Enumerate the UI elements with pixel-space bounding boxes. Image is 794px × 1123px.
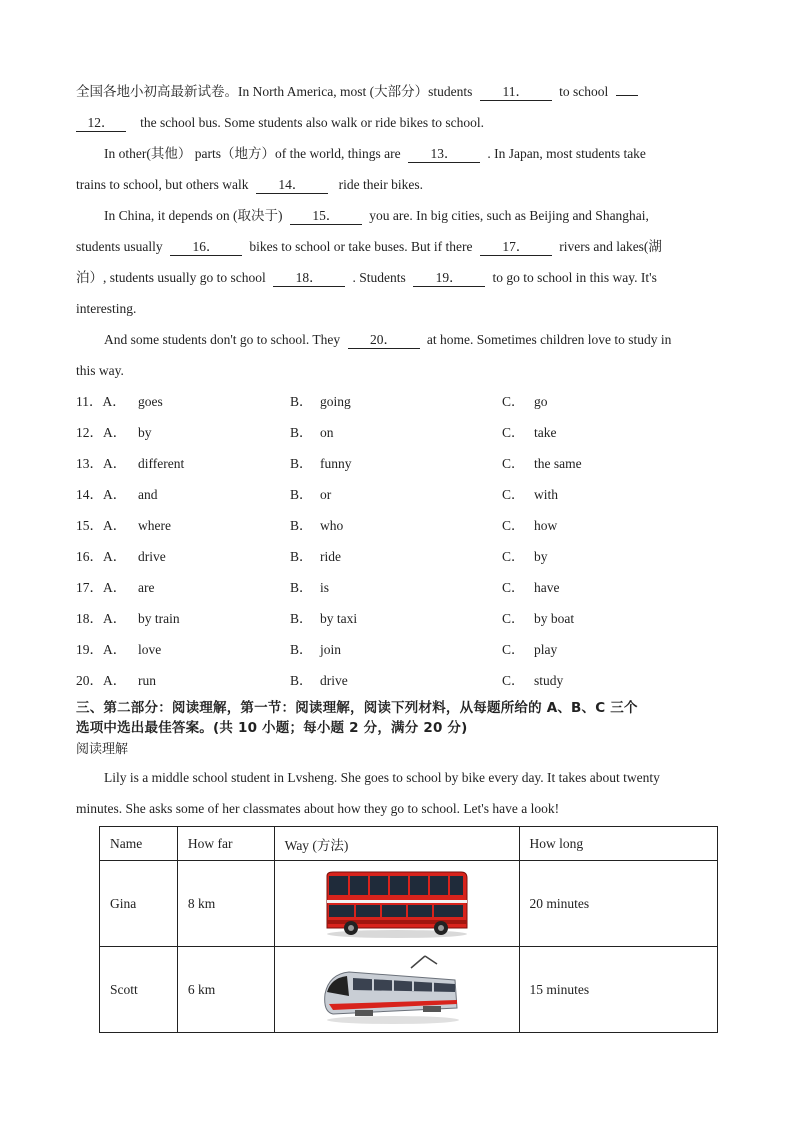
cell-way [274, 947, 519, 1033]
question-number: 12．A． [76, 425, 127, 440]
table-header-how-long: How long [519, 827, 718, 861]
option-b-letter: B． [290, 580, 313, 595]
tram-icon [315, 954, 475, 1026]
question-number: 17．A． [76, 580, 127, 595]
option-b-letter: B． [290, 549, 313, 564]
option-b[interactable]: who [320, 518, 344, 533]
passage-text: 泊）, students usually go to school [76, 270, 266, 285]
blank-19[interactable]: 19． [413, 270, 485, 287]
option-c[interactable]: play [534, 642, 558, 657]
option-c-letter: C． [502, 456, 525, 471]
question-number: 13．A． [76, 456, 127, 471]
blank-17[interactable]: 17． [480, 239, 552, 256]
option-b[interactable]: is [320, 580, 330, 595]
option-b-letter: B． [290, 394, 313, 409]
option-b-letter: B． [290, 673, 313, 688]
cell-way [274, 861, 519, 947]
option-b[interactable]: join [320, 642, 342, 657]
section-subheading: 阅读理解 [76, 742, 129, 757]
passage-line [76, 169, 718, 200]
passage-text: In North America, most (大部分）students [238, 84, 473, 99]
passage-line [76, 355, 718, 386]
double-decker-bus-icon [315, 868, 475, 940]
option-c-letter: C． [502, 580, 525, 595]
reading-intro: Lily is a middle school student in Lvsheng. She goes to school by bike every day. It takes about twenty [104, 770, 660, 785]
option-b[interactable]: going [320, 394, 351, 409]
option-c-letter: C． [502, 518, 525, 533]
option-a[interactable]: drive [138, 549, 166, 564]
passage-line [76, 262, 718, 293]
watermark-text: 全国各地小初高最新试卷。 [76, 84, 238, 99]
option-c[interactable]: the same [534, 456, 582, 471]
option-a[interactable]: where [138, 518, 171, 533]
option-c-letter: C． [502, 549, 525, 564]
option-a[interactable]: are [138, 580, 155, 595]
option-b[interactable]: or [320, 487, 332, 502]
passage-text: . In Japan, most students take [487, 146, 646, 161]
option-c[interactable]: take [534, 425, 557, 440]
option-c[interactable]: how [534, 518, 558, 533]
passage-text: rivers and lakes(湖 [559, 239, 662, 254]
option-c[interactable]: by [534, 549, 548, 564]
passage-text: And some students don't go to school. They [104, 332, 341, 347]
table-row [100, 947, 718, 1033]
cell-how-long: 20 minutes [519, 861, 718, 947]
option-c[interactable]: go [534, 394, 548, 409]
commute-table [99, 826, 718, 1033]
table-header-name: Name [100, 827, 178, 861]
option-a[interactable]: goes [138, 394, 163, 409]
passage-text: In China, it depends on (取决于) [104, 208, 283, 223]
option-row-17 [76, 572, 718, 603]
option-c-letter: C． [502, 673, 525, 688]
table-header-way: Way (方法) [274, 827, 519, 861]
question-number: 15．A． [76, 518, 127, 533]
option-c[interactable]: by boat [534, 611, 575, 626]
passage-line [76, 107, 718, 138]
option-row-12 [76, 417, 718, 448]
option-c[interactable]: with [534, 487, 559, 502]
option-b-letter: B． [290, 487, 313, 502]
answer-options [76, 386, 718, 696]
passage-line [76, 324, 718, 355]
cell-how-far: 8 km [177, 861, 274, 947]
option-a[interactable]: love [138, 642, 162, 657]
option-row-16 [76, 541, 718, 572]
passage-line [76, 293, 718, 324]
passage-text: In other(其他） parts（地方）of the world, things are [104, 146, 401, 161]
section-heading: 三、第二部分：阅读理解，第一节：阅读理解，阅读下列材料，从每题所给的 A、B、C 三个 [76, 700, 638, 716]
option-c-letter: C． [502, 394, 525, 409]
passage-line [76, 76, 718, 107]
passage-text: at home. Sometimes children love to study in [426, 332, 672, 347]
cell-how-far: 6 km [177, 947, 274, 1033]
question-number: 19．A． [76, 642, 127, 657]
option-b[interactable]: on [320, 425, 334, 440]
option-b-letter: B． [290, 425, 313, 440]
option-a[interactable]: different [138, 456, 185, 471]
option-b-letter: B． [290, 518, 313, 533]
passage-text: students usually [76, 239, 163, 254]
passage-text: to school [559, 84, 609, 99]
option-b-letter: B． [290, 642, 313, 657]
passage-text: interesting. [76, 301, 137, 316]
question-number: 16．A． [76, 549, 127, 564]
option-c-letter: C． [502, 642, 525, 657]
passage-text: the school bus. Some students also walk or ride bikes to school. [140, 115, 484, 130]
section-heading-continued: 选项中选出最佳答案。(共 10 小题；每小题 2 分，满分 20 分) [76, 720, 468, 736]
blank-12[interactable]: 12． [76, 115, 126, 132]
blank-11[interactable]: 11． [480, 84, 552, 101]
question-number: 18．A． [76, 611, 127, 626]
passage-text: . Students [352, 270, 406, 285]
blank-14[interactable]: 14． [256, 177, 328, 194]
option-a[interactable]: by [138, 425, 152, 440]
option-row-15 [76, 510, 718, 541]
option-a[interactable]: run [138, 673, 156, 688]
option-row-11 [76, 386, 718, 417]
passage-line [76, 138, 718, 169]
blank-16[interactable]: 16． [170, 239, 242, 256]
blank-18[interactable]: 18． [273, 270, 345, 287]
option-a[interactable]: and [138, 487, 158, 502]
table-header-how-far: How far [177, 827, 274, 861]
option-row-18 [76, 603, 718, 634]
exam-page [76, 76, 718, 1033]
option-b[interactable]: by taxi [320, 611, 358, 626]
passage-text: to go to school in this way. It's [492, 270, 657, 285]
blank-20[interactable]: 20． [348, 332, 420, 349]
option-c[interactable]: have [534, 580, 560, 595]
option-b-letter: B． [290, 456, 313, 471]
option-c[interactable]: study [534, 673, 564, 688]
passage-text: ride their bikes. [338, 177, 423, 192]
cell-how-long: 15 minutes [519, 947, 718, 1033]
option-c-letter: C． [502, 487, 525, 502]
option-b[interactable]: drive [320, 673, 348, 688]
option-a[interactable]: by train [138, 611, 180, 626]
reading-intro: minutes. She asks some of her classmates about how they go to school. Let's have a look! [76, 801, 560, 816]
option-b[interactable]: funny [320, 456, 352, 471]
cell-name: Scott [100, 947, 178, 1033]
passage-text: trains to school, but others walk [76, 177, 249, 192]
option-row-20 [76, 665, 718, 696]
blank-continuation [616, 95, 638, 96]
question-number: 14．A． [76, 487, 127, 502]
blank-13[interactable]: 13． [408, 146, 480, 163]
passage-text: this way. [76, 363, 124, 378]
blank-15[interactable]: 15． [290, 208, 362, 225]
table-row [100, 861, 718, 947]
option-row-19 [76, 634, 718, 665]
option-row-13 [76, 448, 718, 479]
option-b[interactable]: ride [320, 549, 341, 564]
passage-text: bikes to school or take buses. But if there [249, 239, 473, 254]
option-b-letter: B． [290, 611, 313, 626]
option-c-letter: C． [502, 425, 525, 440]
question-number: 11．A． [76, 394, 126, 409]
passage-line [76, 200, 718, 231]
table-header-row [100, 827, 718, 861]
passage-line [76, 231, 718, 262]
cell-name: Gina [100, 861, 178, 947]
passage-text: you are. In big cities, such as Beijing and Shanghai, [369, 208, 649, 223]
question-number: 20．A． [76, 673, 127, 688]
option-row-14 [76, 479, 718, 510]
option-c-letter: C． [502, 611, 525, 626]
